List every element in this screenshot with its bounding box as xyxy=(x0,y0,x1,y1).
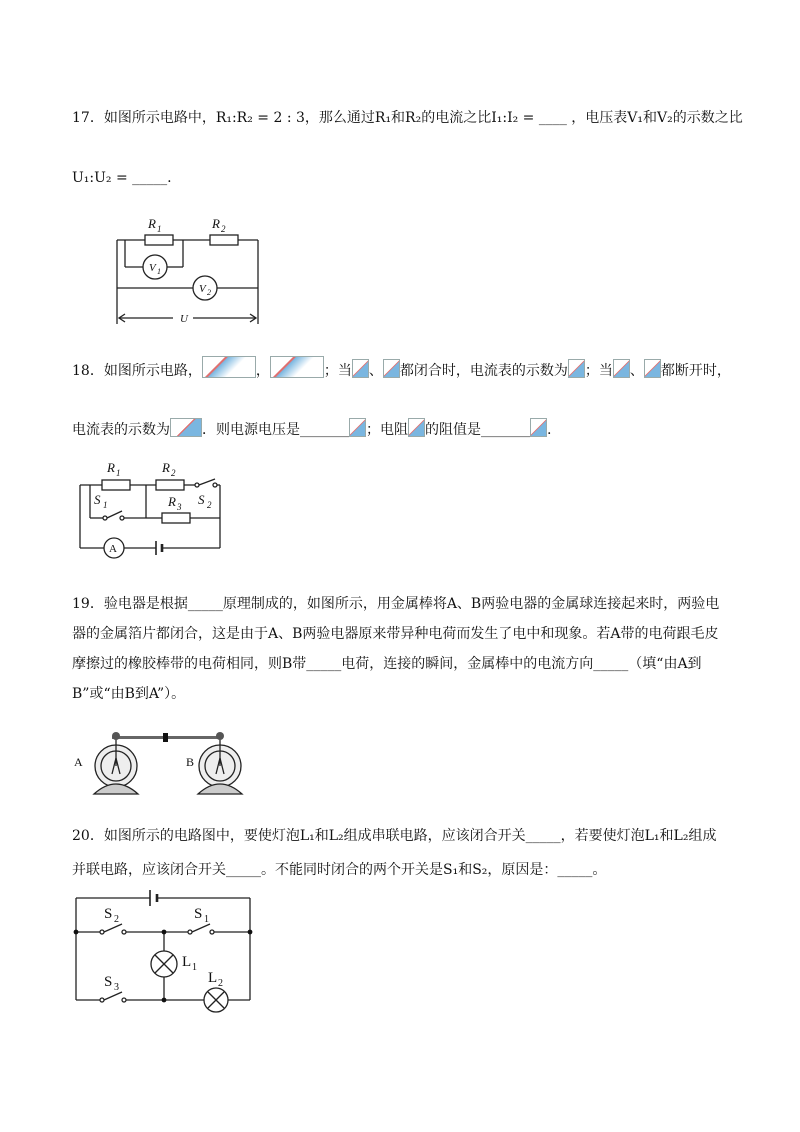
q18-label-r3: R xyxy=(168,494,176,509)
electroscope-b xyxy=(198,738,242,794)
svg-text:2: 2 xyxy=(207,288,211,297)
svg-text:1: 1 xyxy=(204,914,209,925)
svg-text:3: 3 xyxy=(177,502,182,512)
svg-text:2: 2 xyxy=(221,224,226,234)
svg-text:2: 2 xyxy=(171,468,176,478)
q17-line2: U₁:U₂ = _____. xyxy=(72,170,172,186)
q20-line1: 20．如图所示的电路图中，要使灯泡L₁和L₂组成串联电路，应该闭合开关_____，若要使灯泡L₁和L₂组成 xyxy=(72,828,717,844)
svg-text:1: 1 xyxy=(157,224,162,234)
image-placeholder-icon xyxy=(408,418,425,437)
q20-label-l2: L xyxy=(208,970,218,986)
q17-line1: 17．如图所示电路中，R₁:R₂ = 2 : 3，那么通过R₁和R₂的电流之比I₁:I₂ = ____ ，电压表V₁和V₂的示数之比 xyxy=(72,110,743,126)
svg-text:1: 1 xyxy=(116,468,121,478)
image-placeholder-icon xyxy=(170,418,202,437)
q19-line4: B”或“由B到A”）。 xyxy=(72,686,186,702)
q18-line2: 电流表的示数为 ．则电源电压是_______ ；电阻 的阻值是_______ . xyxy=(72,418,551,440)
image-placeholder-icon xyxy=(383,359,400,378)
q19-line2: 器的金属箔片都闭合，这是由于A、B两验电器原来带异种电荷而发生了电中和现象。若A带的电荷跟毛皮 xyxy=(72,626,719,642)
q18-resistor-r1 xyxy=(102,480,130,490)
q18-label-r1: R xyxy=(107,460,115,475)
svg-text:1: 1 xyxy=(103,500,108,510)
q18-label-s2: S xyxy=(198,492,205,507)
image-placeholder-icon xyxy=(270,356,324,378)
svg-text:3: 3 xyxy=(114,982,119,993)
q17-resistor-r1 xyxy=(145,235,173,245)
q18-label-s1: S xyxy=(94,492,101,507)
image-placeholder-icon xyxy=(568,359,585,378)
q19-label-b: B xyxy=(186,755,195,769)
q20-label-s1: S xyxy=(194,906,203,922)
q20-line2: 并联电路，应该闭合开关_____。不能同时闭合的两个开关是S₁和S₂，原因是：_____。 xyxy=(72,862,607,878)
image-placeholder-icon xyxy=(613,359,630,378)
q17-label-r2: R xyxy=(212,216,220,231)
q18-label-r2: R xyxy=(162,460,170,475)
q19-line3: 摩擦过的橡胶棒带的电荷相同，则B带_____电荷，连接的瞬间，金属棒中的电流方向_____（填“由A到 xyxy=(72,656,702,672)
q17-label-u: U xyxy=(180,313,188,325)
svg-text:2: 2 xyxy=(114,914,119,925)
q17-label-v1: V xyxy=(149,262,156,274)
electroscope-a xyxy=(94,738,138,794)
q20-label-l1: L xyxy=(182,954,192,970)
q18-circuit-diagram xyxy=(70,452,230,562)
q18-label-ammeter: A xyxy=(109,543,117,555)
q17-label-r1: R xyxy=(148,216,156,231)
q20-circuit-diagram xyxy=(70,886,260,1016)
q17-label-v2: V xyxy=(199,283,206,295)
image-placeholder-icon xyxy=(202,356,256,378)
q17-circuit-diagram xyxy=(105,212,270,328)
q18-resistor-r2 xyxy=(156,480,184,490)
q18-line1: 18．如图所示电路， ， ；当 、 都闭合时，电流表的示数为 ；当 、 都断开时， xyxy=(72,356,731,381)
svg-text:1: 1 xyxy=(157,267,161,276)
q17-resistor-r2 xyxy=(210,235,238,245)
q20-label-s3: S xyxy=(104,974,113,990)
svg-text:1: 1 xyxy=(192,962,197,973)
image-placeholder-icon xyxy=(352,359,369,378)
q18-resistor-r3 xyxy=(162,513,190,523)
q20-label-s2: S xyxy=(104,906,113,922)
image-placeholder-icon xyxy=(644,359,661,378)
q19-label-a: A xyxy=(74,755,83,769)
q19-electroscope-diagram xyxy=(72,726,262,800)
svg-text:2: 2 xyxy=(207,500,212,510)
image-placeholder-icon xyxy=(349,418,366,437)
svg-text:2: 2 xyxy=(218,978,223,989)
q19-line1: 19．验电器是根据_____原理制成的，如图所示，用金属棒将A、B两验电器的金属球连接起来时，两验电 xyxy=(72,596,720,612)
image-placeholder-icon xyxy=(530,418,547,437)
